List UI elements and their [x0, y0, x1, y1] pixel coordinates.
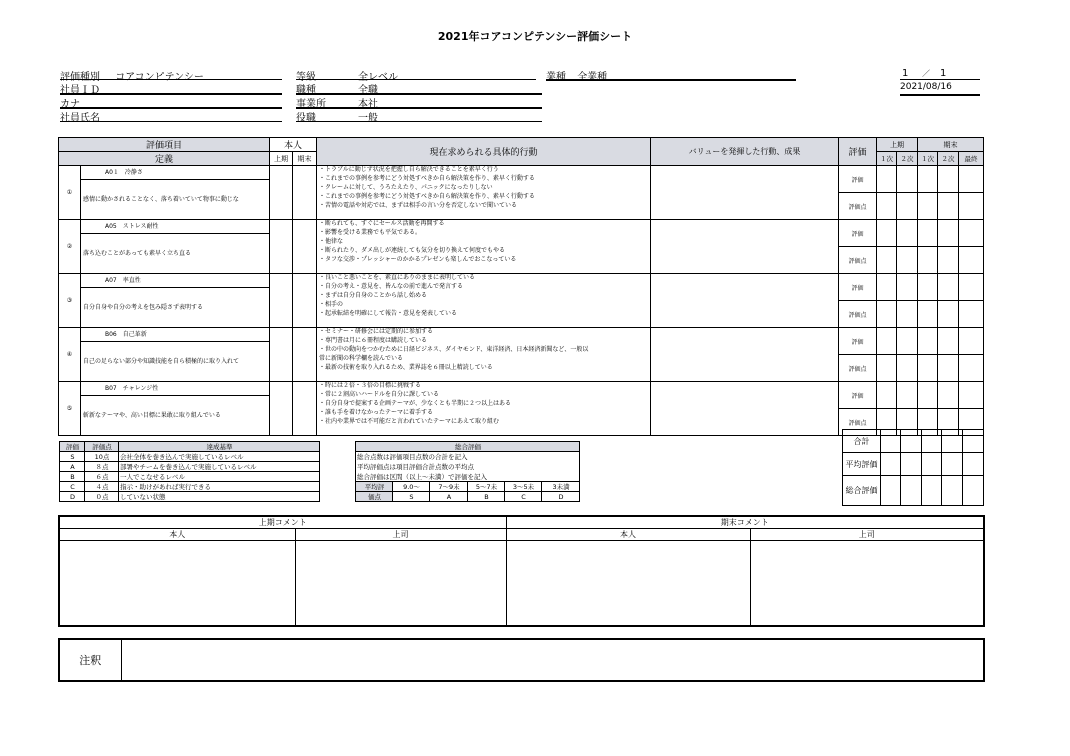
- eval-points-label: 評価点: [839, 355, 877, 382]
- grade-cell: A: [430, 492, 468, 502]
- score-cell[interactable]: [918, 193, 938, 220]
- page-current: 1: [902, 68, 909, 79]
- superior-comment-header: 上司: [750, 529, 984, 541]
- eval-points-label: 評価点: [839, 193, 877, 220]
- notes-input[interactable]: [121, 639, 984, 681]
- self-end-input[interactable]: [293, 328, 317, 382]
- self-end-input[interactable]: [293, 274, 317, 328]
- criteria-header-points: 評価点: [85, 442, 119, 452]
- score-cell[interactable]: [877, 220, 897, 247]
- self-first-input[interactable]: [270, 166, 293, 220]
- self-first-input[interactable]: [270, 328, 293, 382]
- notes-table: [58, 638, 985, 682]
- score-cell[interactable]: [897, 166, 918, 193]
- item-number: ①: [59, 166, 81, 220]
- eval-type-value: コアコンピテンシー: [115, 72, 204, 83]
- industry-label: 業種: [546, 72, 566, 83]
- behavior-list: ・時には２倍・３倍の目標に挑戦する ・常に２割高いハードルを自分に課している ・自分自身で提案する企画テーマが、少なくとも半期に２つ以上はある ・誰も手を着けなかったテーマに着手する ・社内や業界では不可能だと言われていたテーマにあえて取り組む: [317, 382, 651, 436]
- range-cell: 7～9未: [430, 482, 468, 492]
- eval-type-row: [60, 68, 282, 83]
- range-cell: 3未満: [542, 482, 580, 492]
- eval-label: 評価: [839, 220, 877, 247]
- score-cell[interactable]: [918, 274, 938, 301]
- total-cell[interactable]: [881, 430, 901, 453]
- notes-label: 注釈: [59, 639, 121, 681]
- score-cell[interactable]: [959, 301, 984, 328]
- score-cell[interactable]: [897, 274, 918, 301]
- overall-note: 総合評価は区間（以上～未満）で評価を記入: [356, 472, 580, 482]
- self-header: 本人: [270, 138, 317, 152]
- first-eval-end-header: １次: [918, 152, 938, 166]
- average-cell[interactable]: [963, 453, 984, 476]
- score-cell[interactable]: [897, 193, 918, 220]
- item-code: A07 率直性: [81, 274, 270, 288]
- total-label: 合計: [843, 430, 881, 453]
- item-code: A05 ストレス耐性: [81, 220, 270, 234]
- page-total: 1: [940, 68, 947, 79]
- overall-eval-table: [355, 441, 580, 502]
- criteria-table: [59, 441, 320, 502]
- criteria-points: ０点: [85, 492, 119, 502]
- criteria-standard: 会社全体を巻き込んで実施しているレベル: [119, 452, 320, 462]
- score-cell[interactable]: [938, 382, 959, 409]
- job-type-label: 職種: [296, 85, 316, 96]
- score-cell[interactable]: [877, 328, 897, 355]
- range-cell: 3～5未: [505, 482, 542, 492]
- position-label: 役職: [296, 113, 316, 124]
- criteria-header-standard: 達成基準: [119, 442, 320, 452]
- criteria-standard: していない状態: [119, 492, 320, 502]
- first-eval-header: １次: [877, 152, 897, 166]
- total-cell[interactable]: [901, 430, 922, 453]
- grade-cell: C: [505, 492, 542, 502]
- summary-table: [842, 429, 984, 506]
- eval-label: 評価: [839, 274, 877, 301]
- item-number: ⑤: [59, 382, 81, 436]
- score-cell[interactable]: [897, 301, 918, 328]
- behavior-list: ・トラブルに動じず状況を把握し自ら解決できることを素早く行う ・これまでの事例を参考にどう対処すべきか自ら解決策を作り、素早く行動する ・クレームに対して、うろたえたり、パニックになったりしない ・これまでの事例を参考にどう対処すべきか自ら解決策を作り、素早く行動する ・苦情の電話や対応では、まずは相手の言い分を否定しないで聞いている: [317, 166, 651, 220]
- range-cell: 9.0～: [393, 482, 430, 492]
- overall-cell[interactable]: [901, 476, 922, 506]
- eval-label: 評価: [839, 382, 877, 409]
- item-definition: 斬新なテーマや、高い目標に果敢に取り組んでいる: [81, 396, 270, 436]
- behavior-list: ・良いこと悪いことを、素直にありのままに表明している ・自分の考え・意見を、皆んなの前で進んで発言する ・まずは自分自身のことから話し始める ・相手の ・起承転結を明確にして報告・意見を発表している: [317, 274, 651, 328]
- comments-table: [58, 515, 985, 627]
- eval-points-label: 評価点: [839, 301, 877, 328]
- average-label: 平均評価: [843, 453, 881, 476]
- score-cell[interactable]: [959, 355, 984, 382]
- score-cell[interactable]: [938, 247, 959, 274]
- score-cell[interactable]: [918, 328, 938, 355]
- average-cell[interactable]: [901, 453, 922, 476]
- grade-cell: B: [468, 492, 505, 502]
- score-cell[interactable]: [897, 220, 918, 247]
- total-cell[interactable]: [963, 430, 984, 453]
- behavior-list: ・セミナー・研修会には定期的に参加する ・専門書は月に６冊程度は購読している ・世の中の動向をつかむために日経ビジネス、ダイヤモンド、東洋経済、日本経済新聞など、一般以 常に新聞の科学欄を読んでいる ・最新の技術を取り入れるため、業界誌を６冊以上精読している: [317, 328, 651, 382]
- value-behavior-header: バリューを発揮した行動、成果: [651, 138, 839, 166]
- position-row: [296, 109, 542, 122]
- score-cell[interactable]: [959, 193, 984, 220]
- total-cell[interactable]: [922, 430, 942, 453]
- score-cell[interactable]: [938, 301, 959, 328]
- superior-end-comment-input[interactable]: [750, 541, 984, 626]
- item-code: B06 自己革新: [81, 328, 270, 342]
- criteria-grade: D: [60, 492, 85, 502]
- self-comment-header: 本人: [506, 529, 750, 541]
- average-cell[interactable]: [942, 453, 963, 476]
- score-cell[interactable]: [918, 382, 938, 409]
- kana-label: カナ: [60, 99, 80, 110]
- grade-label: 等級: [296, 72, 316, 83]
- industry-row: [546, 68, 796, 81]
- item-code: A0１ 冷静さ: [81, 166, 270, 180]
- score-cell[interactable]: [877, 166, 897, 193]
- score-cell[interactable]: [959, 220, 984, 247]
- self-first-input[interactable]: [270, 274, 293, 328]
- value-behavior-input[interactable]: [651, 220, 839, 274]
- avg-label: 平均評: [356, 482, 393, 492]
- criteria-standard: 指示・助けがあれば実行できる: [119, 482, 320, 492]
- criteria-points: 10点: [85, 452, 119, 462]
- overall-note: 総合点数は評価項目点数の合計を記入: [356, 452, 580, 462]
- employee-id-row: [60, 81, 282, 95]
- value-behavior-input[interactable]: [651, 328, 839, 382]
- score-cell[interactable]: [877, 355, 897, 382]
- eval-type-label: 評価種別: [60, 72, 100, 83]
- second-eval-header: ２次: [897, 152, 918, 166]
- self-comment-header: 本人: [59, 529, 295, 541]
- office-value: 本社: [358, 99, 378, 110]
- item-number: ③: [59, 274, 81, 328]
- second-eval-end-header: ２次: [938, 152, 959, 166]
- self-end-input[interactable]: [293, 166, 317, 220]
- self-end-term-header: 期末: [293, 152, 317, 166]
- eval-label: 評価: [839, 328, 877, 355]
- eval-points-label: 評価点: [839, 247, 877, 274]
- overall-title: 総合評価: [356, 442, 580, 452]
- page-separator: ／: [922, 69, 930, 78]
- score-cell[interactable]: [959, 274, 984, 301]
- score-cell[interactable]: [938, 166, 959, 193]
- page-number: [900, 68, 980, 80]
- industry-value: 全業種: [577, 72, 608, 83]
- score-cell[interactable]: [918, 247, 938, 274]
- avg-label: 価点: [356, 492, 393, 502]
- self-first-half-header: 上期: [270, 152, 293, 166]
- criteria-standard: 部署やチームを巻き込んで実施しているレベル: [119, 462, 320, 472]
- self-first-input[interactable]: [270, 220, 293, 274]
- criteria-points: ４点: [85, 482, 119, 492]
- item-number: ④: [59, 328, 81, 382]
- superior-first-header: 上期: [877, 138, 918, 152]
- job-type-row: [296, 81, 542, 95]
- self-end-comment-input[interactable]: [506, 541, 750, 626]
- score-cell[interactable]: [959, 247, 984, 274]
- superior-comment-header: 上司: [295, 529, 506, 541]
- employee-id-label: 社員ＩＤ: [60, 85, 100, 96]
- score-cell[interactable]: [877, 382, 897, 409]
- range-cell: 5～7未: [468, 482, 505, 492]
- behavior-header: 現在求められる具体的行動: [317, 138, 651, 166]
- self-end-input[interactable]: [293, 220, 317, 274]
- criteria-grade: A: [60, 462, 85, 472]
- self-first-comment-input[interactable]: [59, 541, 295, 626]
- score-cell[interactable]: [938, 220, 959, 247]
- score-cell[interactable]: [959, 382, 984, 409]
- average-cell[interactable]: [881, 453, 901, 476]
- behavior-list: ・断られても、すぐにセールス活動を再開する ・影響を受ける業務でも平気である。 ・他律な ・断られたり、ダメ出しが連続しても気分を切り換えて何度でもやる ・タフな交渉・プレッシャーのかかるプレゼンも楽しんでおこなっている: [317, 220, 651, 274]
- overall-cell[interactable]: [881, 476, 901, 506]
- evaluation-header: 評価: [839, 138, 877, 166]
- eval-label: 評価: [839, 166, 877, 193]
- criteria-grade: B: [60, 472, 85, 482]
- score-cell[interactable]: [897, 247, 918, 274]
- employee-name-label: 社員氏名: [60, 113, 100, 124]
- final-eval-header: 最終: [959, 152, 984, 166]
- item-definition: 自分自身や自分の考えを包み隠さず表明する: [81, 288, 270, 328]
- score-cell[interactable]: [938, 193, 959, 220]
- item-definition: 自己の足らない部分や知識技能を自ら積極的に取り入れて: [81, 342, 270, 382]
- superior-first-comment-input[interactable]: [295, 541, 506, 626]
- job-type-value: 全職: [358, 85, 378, 96]
- definition-header: 定義: [59, 152, 270, 166]
- score-cell[interactable]: [938, 274, 959, 301]
- document-title: 2021年コアコンピテンシー評価シート: [437, 30, 633, 43]
- value-behavior-input[interactable]: [651, 166, 839, 220]
- score-cell[interactable]: [959, 328, 984, 355]
- superior-end-header: 期末: [918, 138, 984, 152]
- value-behavior-input[interactable]: [651, 382, 839, 436]
- score-cell[interactable]: [897, 328, 918, 355]
- grade-cell: D: [542, 492, 580, 502]
- criteria-grade: S: [60, 452, 85, 462]
- criteria-grade: C: [60, 482, 85, 492]
- item-number: ②: [59, 220, 81, 274]
- item-definition: 感情に動かされることなく、落ち着いていて物事に動じな: [81, 180, 270, 220]
- self-first-input[interactable]: [270, 382, 293, 436]
- office-label: 事業所: [296, 99, 326, 110]
- office-row: [296, 95, 542, 109]
- score-cell[interactable]: [918, 220, 938, 247]
- criteria-points: ８点: [85, 462, 119, 472]
- score-cell[interactable]: [877, 274, 897, 301]
- score-cell[interactable]: [938, 328, 959, 355]
- self-end-input[interactable]: [293, 382, 317, 436]
- position-value: 一般: [358, 113, 378, 124]
- score-cell[interactable]: [877, 247, 897, 274]
- item-definition: 落ち込むことがあっても素早く立ち直る: [81, 234, 270, 274]
- grade-row: [296, 68, 536, 83]
- overall-cell[interactable]: [942, 476, 963, 506]
- kana-row: [60, 95, 282, 109]
- overall-note: 平均評価点は項目評価合計点数の平均点: [356, 462, 580, 472]
- employee-name-row: [60, 109, 282, 122]
- score-cell[interactable]: [877, 301, 897, 328]
- evaluation-table: [58, 137, 984, 436]
- first-half-comment-header: 上期コメント: [59, 516, 506, 529]
- criteria-standard: 一人でこなせるレベル: [119, 472, 320, 482]
- eval-points-label: 評価点: [839, 409, 877, 436]
- score-cell[interactable]: [897, 382, 918, 409]
- score-cell[interactable]: [897, 355, 918, 382]
- score-cell[interactable]: [918, 355, 938, 382]
- criteria-header-grade: 評価: [60, 442, 85, 452]
- overall-cell[interactable]: [963, 476, 984, 506]
- grade-value: 全レベル: [358, 72, 398, 83]
- total-cell[interactable]: [942, 430, 963, 453]
- average-cell[interactable]: [922, 453, 942, 476]
- value-behavior-input[interactable]: [651, 274, 839, 328]
- score-cell[interactable]: [938, 355, 959, 382]
- eval-item-header: 評価項目: [59, 138, 270, 152]
- item-code: B07 チャレンジ性: [81, 382, 270, 396]
- score-cell[interactable]: [918, 301, 938, 328]
- overall-cell[interactable]: [922, 476, 942, 506]
- document-date: 2021/08/16: [900, 82, 980, 96]
- grade-cell: S: [393, 492, 430, 502]
- criteria-points: ６点: [85, 472, 119, 482]
- score-cell[interactable]: [918, 166, 938, 193]
- score-cell[interactable]: [877, 193, 897, 220]
- overall-label: 総合評価: [843, 476, 881, 506]
- score-cell[interactable]: [959, 166, 984, 193]
- end-term-comment-header: 期末コメント: [506, 516, 984, 529]
